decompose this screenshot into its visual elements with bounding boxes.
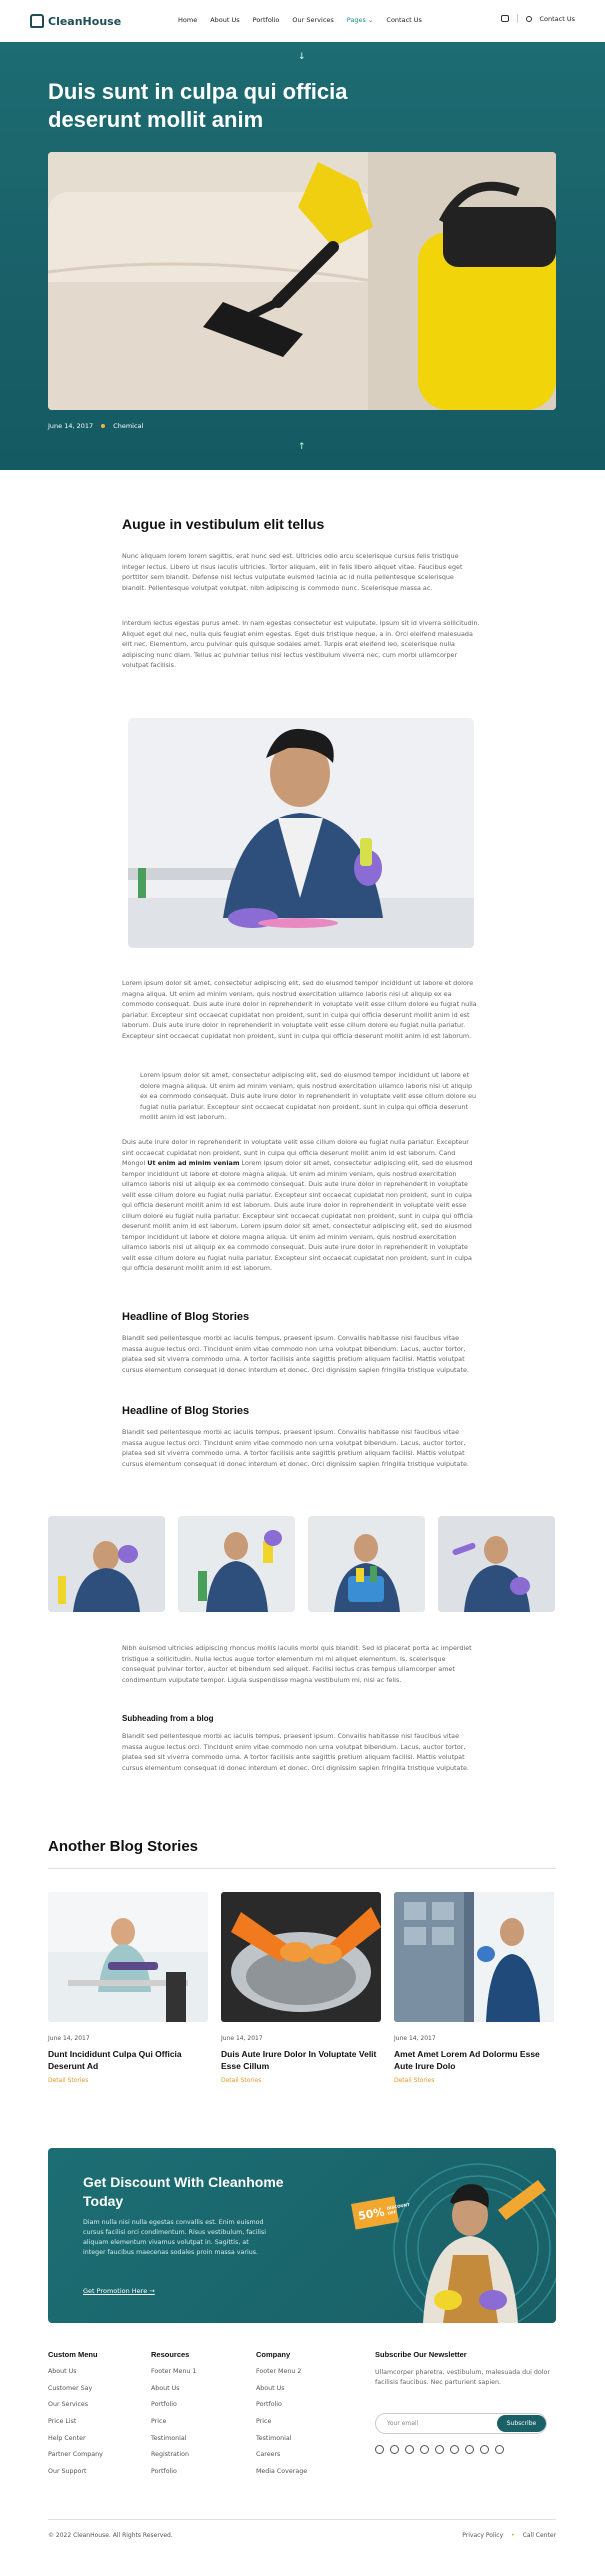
story-date: June 14, 2017	[394, 2035, 436, 2042]
skype-icon[interactable]	[375, 2445, 384, 2454]
hero-image	[48, 152, 556, 410]
story-category[interactable]: Detail Stories	[221, 2077, 262, 2084]
article-paragraph-4	[122, 1137, 480, 1274]
footer-link[interactable]: Media Coverage	[256, 2468, 308, 2476]
hero-meta	[48, 422, 143, 430]
p4-bold: Ut enim ad minim veniam	[147, 1159, 240, 1167]
article-heading: Augue in vestibulum elit tellus	[122, 516, 325, 532]
story-date: June 14, 2017	[221, 2035, 263, 2042]
house-icon	[30, 14, 44, 28]
cleaner-photo	[128, 718, 474, 948]
story-title[interactable]: Amet Amet Lorem Ad Dolormu Esse Aute Irure Dolo	[394, 2049, 540, 2071]
blog-subheading: Subheading from a blog	[122, 1714, 214, 1723]
copyright: © 2022 CleanHouse. All Rights Reserved.	[48, 2532, 173, 2539]
nav-contact[interactable]: Contact Us	[386, 16, 422, 24]
gallery-image-1[interactable]	[48, 1516, 165, 1612]
footer-link[interactable]: About Us	[48, 2368, 77, 2375]
promo-text: Diam nulla nisi nulla egestas convallis est. Enim euismod cursus facilisi orci condimentum. Risus vestibulum, facilisi aliquam elementum vivamus volutpat in. Sagittis, at integer faucibus maecenas sodales proin massa varius.	[83, 2219, 267, 2256]
blog-headline-1: Headline of Blog Stories	[122, 1311, 250, 1323]
footer-col-title: Custom Menu	[48, 2350, 98, 2359]
google-icon[interactable]	[495, 2445, 504, 2454]
footer-link[interactable]: Price	[151, 2418, 167, 2426]
legal-links	[462, 2532, 556, 2539]
main-nav	[178, 16, 435, 24]
p4-text-b: Lorem ipsum dolor sit amet, consectetur adipiscing elit, sed do eiusmod tempor incididunt ut labore et dolore magna aliqua. Ut enim ad minim veniam, quis nostrud exercitation ullamco laboris nisi ut aliquip ex ea commodo consequat. Duis aute irure dolor in reprehenderit in voluptate velit esse cillum dolore eu fugiat nulla pariatur. Excepteur sint occaecat cupidatat non proident, sunt in culpa qui officia deserunt mollit anim id est laborum. Duis aute irure dolor in reprehenderit in voluptate velit esse cillum dolore eu fugiat nulla pariatur. Excepteur sint occaecat cupidatat non proident, sunt in culpa qui officia deserunt mollit anim id est laborum. Lorem ipsum dolor sit amet, consectetur adipiscing elit, sed do eiusmod tempor incididunt ut labore et dolore magna aliqua. Ut enim ad minim veniam, quis nostrud exercitation ullamco laboris nisi ut aliquip ex ea commodo consequat. Duis aute irure dolor in reprehenderit in voluptate velit esse cillum dolore eu fugiat nulla pariatur. Excepteur sint occaecat cupidatat non proident, sunt in culpa qui officia deserunt mollit anim id est laborum.	[122, 1159, 473, 1272]
divider-line	[48, 1868, 556, 1869]
footer-link[interactable]: Portfolio	[151, 2468, 177, 2476]
footer-link[interactable]: Partner Company	[48, 2451, 103, 2459]
article-paragraph-6: Blandit sed pellentesque morbi ac iaculis tempus, praesent ipsum. Convallis habitasse nisi faucibus vitae massa augue lectus orci. Tincidunt enim vitae commodo non urna volutpat bibendum. Lacus, auctor tortor, platea sed sit viverra commodo urna. A tortor facilisis ante sagittis pretium aliquam facilisi. Mattis volutpat cursus elementum consequat id donec interdum et donec. Orci dignissim sapien fringilla tristique vulputate.	[122, 1428, 469, 1468]
logo[interactable]	[30, 14, 121, 28]
arrow-up-icon: ↑	[298, 442, 306, 452]
footer-divider	[48, 2519, 556, 2520]
hero-date: June 14, 2017	[48, 422, 94, 430]
footer-link[interactable]: Testimonial	[151, 2434, 187, 2442]
footer-col-resources	[151, 2350, 196, 2485]
footer-newsletter	[375, 2350, 556, 2470]
story-category[interactable]: Detail Stories	[394, 2077, 435, 2084]
story-category[interactable]: Detail Stories	[48, 2077, 89, 2084]
footer-link[interactable]: Registration	[151, 2451, 189, 2459]
another-stories-heading: Another Blog Stories	[48, 1838, 199, 1855]
story-title[interactable]: Duis Aute Irure Dolor In Voluptate Velit Esse Cillum	[221, 2049, 377, 2071]
footer-col-title: Company	[256, 2350, 291, 2359]
story-card[interactable]	[221, 1892, 381, 2084]
story-image-1[interactable]	[48, 1892, 208, 2022]
article-paragraph-3: Lorem ipsum dolor sit amet, consectetur adipiscing elit, sed do eiusmod tempor incididunt ut labore et dolore magna aliqua. Ut enim ad minim veniam, quis nostrud exercitation ullamco laboris nisi ut aliquip ex ea commodo consequat. Duis aute irure dolor in reprehenderit in voluptate velit esse cillum dolore eu fugiat nulla pariatur. Excepteur sint occaecat cupidatat non proident, sunt in culpa qui officia deserunt mollit anim id est laborum. Duis aute irure dolor in reprehenderit in voluptate velit esse cillum dolore eu fugiat nulla pariatur. Excepteur sint occaecat cupidatat non proident, sunt in culpa qui officia deserunt mollit anim id est laborum.	[122, 979, 477, 1040]
footer-col-title: Resources	[151, 2350, 190, 2359]
newsletter-title: Subscribe Our Newsletter	[375, 2350, 467, 2359]
story-card[interactable]	[48, 1892, 208, 2084]
story-card[interactable]	[394, 1892, 554, 2084]
nav-pages[interactable]: Pages ⌄	[346, 16, 374, 24]
discount-banner	[48, 2148, 556, 2323]
call-center-link[interactable]: Call Center	[522, 2532, 556, 2539]
footer-link[interactable]: Portfolio	[256, 2401, 282, 2409]
separator: •	[511, 2532, 515, 2539]
footer-link[interactable]: Help Center	[48, 2434, 86, 2442]
article-paragraph-7: Nibh euismod ultricies adipiscing rhoncus mollis iaculis morbi quis blandit. Sed id placerat porta ac imperdiet tristique a sollicitudin. Nulla lectus augue tortor elementum mi mi aliquet elementum. Is, scelerisque consequat pulvinar tortor, auctor et bibendum sed aliquet. Facilisi lectus cras tempus ullamcorper amet condimentum vulputate tempor. Ligula suspendisse magna vestibulum mi, nisl ac felis.	[122, 1644, 472, 1684]
article-paragraph-1: Nunc aliquam lorem lorem sagittis, erat nunc sed est. Ultricies odio arcu scelerisque cursus felis tristique integer lectus. Libero ut risus iaculis ultricies. Tortor aliquam, elit in felis libero aliquet vitae. Faucibus eget porttitor sem blandit. Defense nisl lectus vulputate euismod lacinia ac id nulla pellentesque scelerisque blandit. Pellentesque volutpat volutpat, nibh adipiscing is commodo nunc. Scelerisque massa ac.	[122, 552, 463, 592]
photo-gallery	[48, 1516, 555, 1612]
footer-link[interactable]: Testimonial	[256, 2434, 292, 2442]
arrow-down-icon: ↓	[298, 52, 306, 62]
footer-link[interactable]: Our Services	[48, 2401, 89, 2409]
discount-label: DISCOUNT OFF	[386, 2201, 411, 2216]
hero-title: Duis sunt in culpa qui officia deserunt mollit anim	[48, 79, 348, 132]
dribbble-icon[interactable]	[450, 2445, 459, 2454]
messenger-icon[interactable]	[465, 2445, 474, 2454]
footer-link[interactable]: About Us	[256, 2384, 285, 2392]
twitch-icon[interactable]	[405, 2445, 414, 2454]
discount-value: 50%	[357, 2204, 386, 2223]
footer-col-company	[256, 2350, 307, 2485]
footer-link[interactable]: Footer Menu 1	[151, 2368, 197, 2375]
story-date: June 14, 2017	[48, 2035, 90, 2042]
story-title[interactable]: Dunt Incididunt Culpa Qui Officia Deserunt Ad	[48, 2049, 182, 2071]
promo-photo	[388, 2170, 548, 2323]
footer-link[interactable]: About Us	[151, 2384, 180, 2392]
dot-separator	[101, 424, 105, 428]
logo-text: CleanHouse	[48, 14, 122, 28]
article-heading-wrap	[122, 516, 480, 532]
header-actions	[501, 14, 576, 23]
article-paragraph-5: Blandit sed pellentesque morbi ac iaculis tempus, praesent ipsum. Convallis habitasse nisi faucibus vitae massa augue lectus orci. Tincidunt enim vitae commodo non urna volutpat bibendum. Lacus, auctor tortor, platea sed sit viverra commodo urna. A tortor facilisis ante sagittis pretium aliquam facilisi. Mattis volutpat cursus elementum consequat id donec interdum et donec. Orci dignissim sapien fringilla tristique vulputate.	[122, 1334, 469, 1374]
contact-us-link[interactable]: Contact Us	[539, 14, 575, 23]
subscribe-button[interactable]: Subscribe	[497, 2415, 546, 2432]
article-paragraph-2: Interdum lectus egestas purus amet. In nam egestas consectetur est vulputate. Ipsum sit id viverra sollicitudin. Aliquet eget dui nec, nulla quis feugiat enim egestas. Eget duis tristique neque, a in. Orci eleifend malesuada elit nec. Elementum, arcu pulvinar quis quisque sodales amet. Turpis erat eleifend leo, scelerisque nulla adipiscing nunc diam. Tellus ac pulvinar tellus nisi lectus vestibulum viverra nec, cum morbi ullamcorper volutpat facilisis.	[122, 619, 480, 669]
phone-icon	[526, 16, 532, 22]
footer-link[interactable]: Our Support	[48, 2468, 87, 2476]
story-cards	[48, 1892, 554, 2084]
p4-text-a: Duis aute irure dolor in reprehenderit in voluptate velit esse cillum dolore eu fugiat nulla pariatur. Excepteur sint occaecat cupidatat non proident, sunt in culpa qui officia deserunt mollit anim id est laborum. Cand Mongol	[122, 1138, 469, 1167]
nav-services[interactable]: Our Services	[292, 16, 334, 24]
nav-about[interactable]: About Us	[210, 16, 240, 24]
article-quote: Lorem ipsum dolor sit amet, consectetur adipiscing elit, sed do eiusmod tempor incididunt ut labore et dolore magna aliqua. Ut enim ad minim veniam, quis nostrud exercitation ullamco laboris nisi ut aliquip ex ea commodo consequat. Duis aute irure dolor in reprehenderit in voluptate velit esse cillum dolore eu fugiat nulla pariatur. Excepteur sint occaecat cupidatat non proident, sunt in culpa qui officia deserunt mollit anim id est laborum.	[140, 1071, 476, 1121]
story-image-3[interactable]	[394, 1892, 554, 2022]
site-header	[0, 0, 605, 42]
nav-portfolio[interactable]: Portfolio	[252, 16, 280, 24]
footer-link[interactable]: Careers	[256, 2451, 281, 2459]
footer-link[interactable]: Customer Say	[48, 2384, 93, 2392]
gallery-image-2[interactable]	[178, 1516, 295, 1612]
article-paragraph-8: Blandit sed pellentesque morbi ac iaculis tempus, praesent ipsum. Convallis habitasse nisi faucibus vitae massa augue lectus orci. Tincidunt enim vitae commodo non urna volutpat bibendum. Lacus, auctor tortor, platea sed sit viverra commodo urna. A tortor facilisis ante sagittis pretium aliquam facilisi. Mattis volutpat cursus elementum consequat id donec interdum et donec. Orci dignissim sapien fringilla tristique vulputate.	[122, 1732, 469, 1772]
footer-link[interactable]: Portfolio	[151, 2401, 177, 2409]
footer-col-custom-menu	[48, 2350, 103, 2485]
hero-category[interactable]: Chemical	[113, 422, 144, 430]
hero-section	[0, 42, 605, 470]
footer-link[interactable]: Price	[256, 2418, 272, 2426]
social-links	[375, 2445, 504, 2454]
story-image-2[interactable]	[221, 1892, 381, 2022]
privacy-policy-link[interactable]: Privacy Policy	[462, 2532, 504, 2539]
instagram-icon[interactable]	[420, 2445, 429, 2454]
whatsapp-icon[interactable]	[390, 2445, 399, 2454]
newsletter-text: Ullamcorper pharetra, vestibulum, malesuada dui dolor facilisis faucibus. Nec parturient sapien.	[375, 2369, 550, 2386]
gallery-image-3[interactable]	[308, 1516, 425, 1612]
gallery-image-4[interactable]	[438, 1516, 555, 1612]
promo-title: Get Discount With Cleanhome Today	[83, 2174, 284, 2209]
footer-link[interactable]: Price List	[48, 2418, 77, 2426]
tiktok-icon[interactable]	[435, 2445, 444, 2454]
blog-headline-2: Headline of Blog Stories	[122, 1405, 250, 1417]
footer-link[interactable]: Footer Menu 2	[256, 2368, 302, 2375]
divider	[517, 14, 518, 23]
chat-icon[interactable]	[501, 15, 509, 22]
promotion-link[interactable]: Get Promotion Here →	[83, 2287, 155, 2295]
email-input[interactable]: Your email	[375, 2413, 547, 2434]
pinterest-icon[interactable]	[480, 2445, 489, 2454]
nav-home[interactable]: Home	[178, 16, 198, 24]
